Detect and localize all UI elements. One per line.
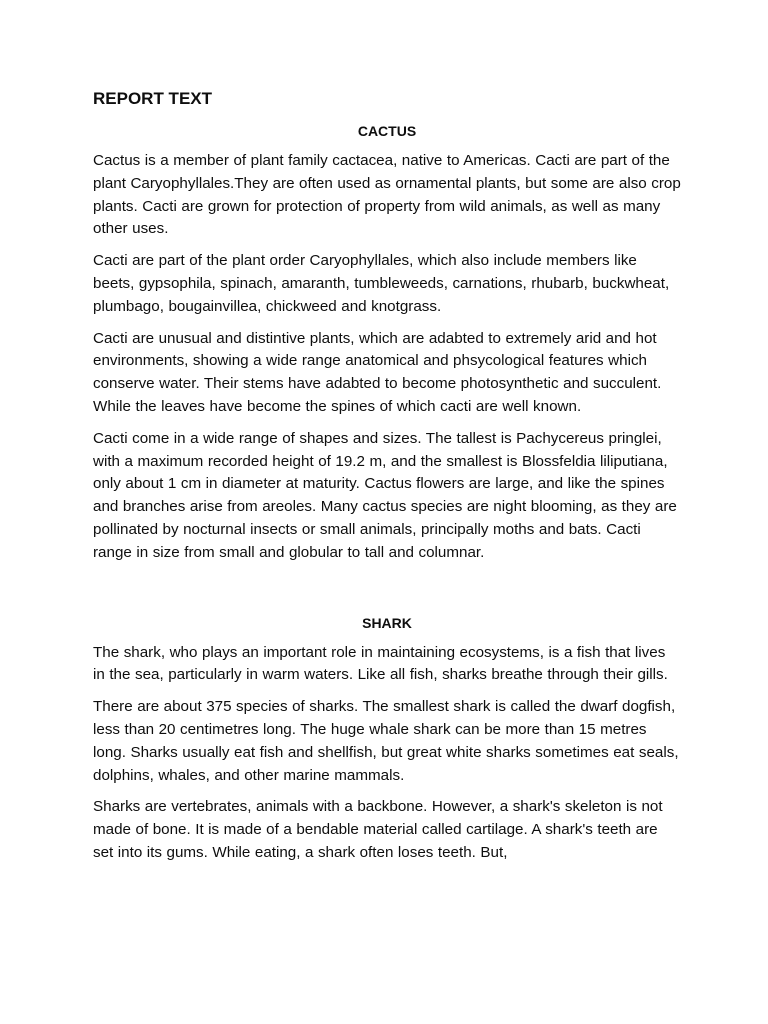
document-body <box>93 88 681 874</box>
shark-paragraph-1: The shark, who plays an important role in maintaining ecosystems, is a fish that lives in the sea, particularly in warm waters. Like all fish, sharks breathe through their gills. <box>93 643 668 684</box>
section-shark <box>93 613 681 865</box>
shark-paragraph-2: There are about 375 species of sharks. The smallest shark is called the dwarf dogfish, less than 20 centimetres long. The huge whale shark can be more than 15 metres long. Sharks usually eat fish and shellfish, but great white sharks sometimes eat seals, dolphins, whales, and other marine mammals. <box>93 698 679 784</box>
cactus-paragraph-1: Cactus is a member of plant family cactacea, native to Americas. Cacti are part of the plant Caryophyllales.They are often used as ornamental plants, but some are also crop plants. Cacti are grown for protection of property from wild animals, as well as many other uses. <box>93 152 681 238</box>
shark-paragraph-3: Sharks are vertebrates, animals with a backbone. However, a shark's skeleton is not made of bone. It is made of a bendable material called cartilage. A shark's teeth are set into its gums. While eating, a shark often loses teeth. But, <box>93 798 663 861</box>
section-heading-shark: SHARK <box>362 614 412 631</box>
section-heading-cactus: CACTUS <box>357 123 417 139</box>
document-title: REPORT TEXT <box>93 89 213 108</box>
section-spacer <box>93 574 681 613</box>
cactus-paragraph-4: Cacti come in a wide range of shapes and sizes. The tallest is Pachycereus pringlei, with a maximum recorded height of 19.2 m, and the smallest is Blossfeldia liliputiana, only about 1 cm in diameter at maturity. Cactus flowers are large, and like the spines and branches arise from areoles. Many cactus species are night blooming, as they are pollinated by nocturnal insects or small animals, principally moths and bats. Cacti range in size from small and globular to tall and columnar. <box>93 429 677 561</box>
cactus-paragraph-3: Cacti are unusual and distintive plants, which are adabted to extremely arid and hot environments, showing a wide range anatomical and phsycological features which conserve water. Their stems have adabted to become photosynthetic and succulent. While the leaves have become the spines of which cacti are well known. <box>93 329 662 415</box>
cactus-paragraph-2: Cacti are part of the plant order Caryophyllales, which also include members like beets, gypsophila, spinach, amaranth, tumbleweeds, carnations, rhubarb, buckwheat, plumbago, bougainvillea, chickweed and knotgrass. <box>93 252 670 315</box>
section-cactus <box>93 121 681 565</box>
